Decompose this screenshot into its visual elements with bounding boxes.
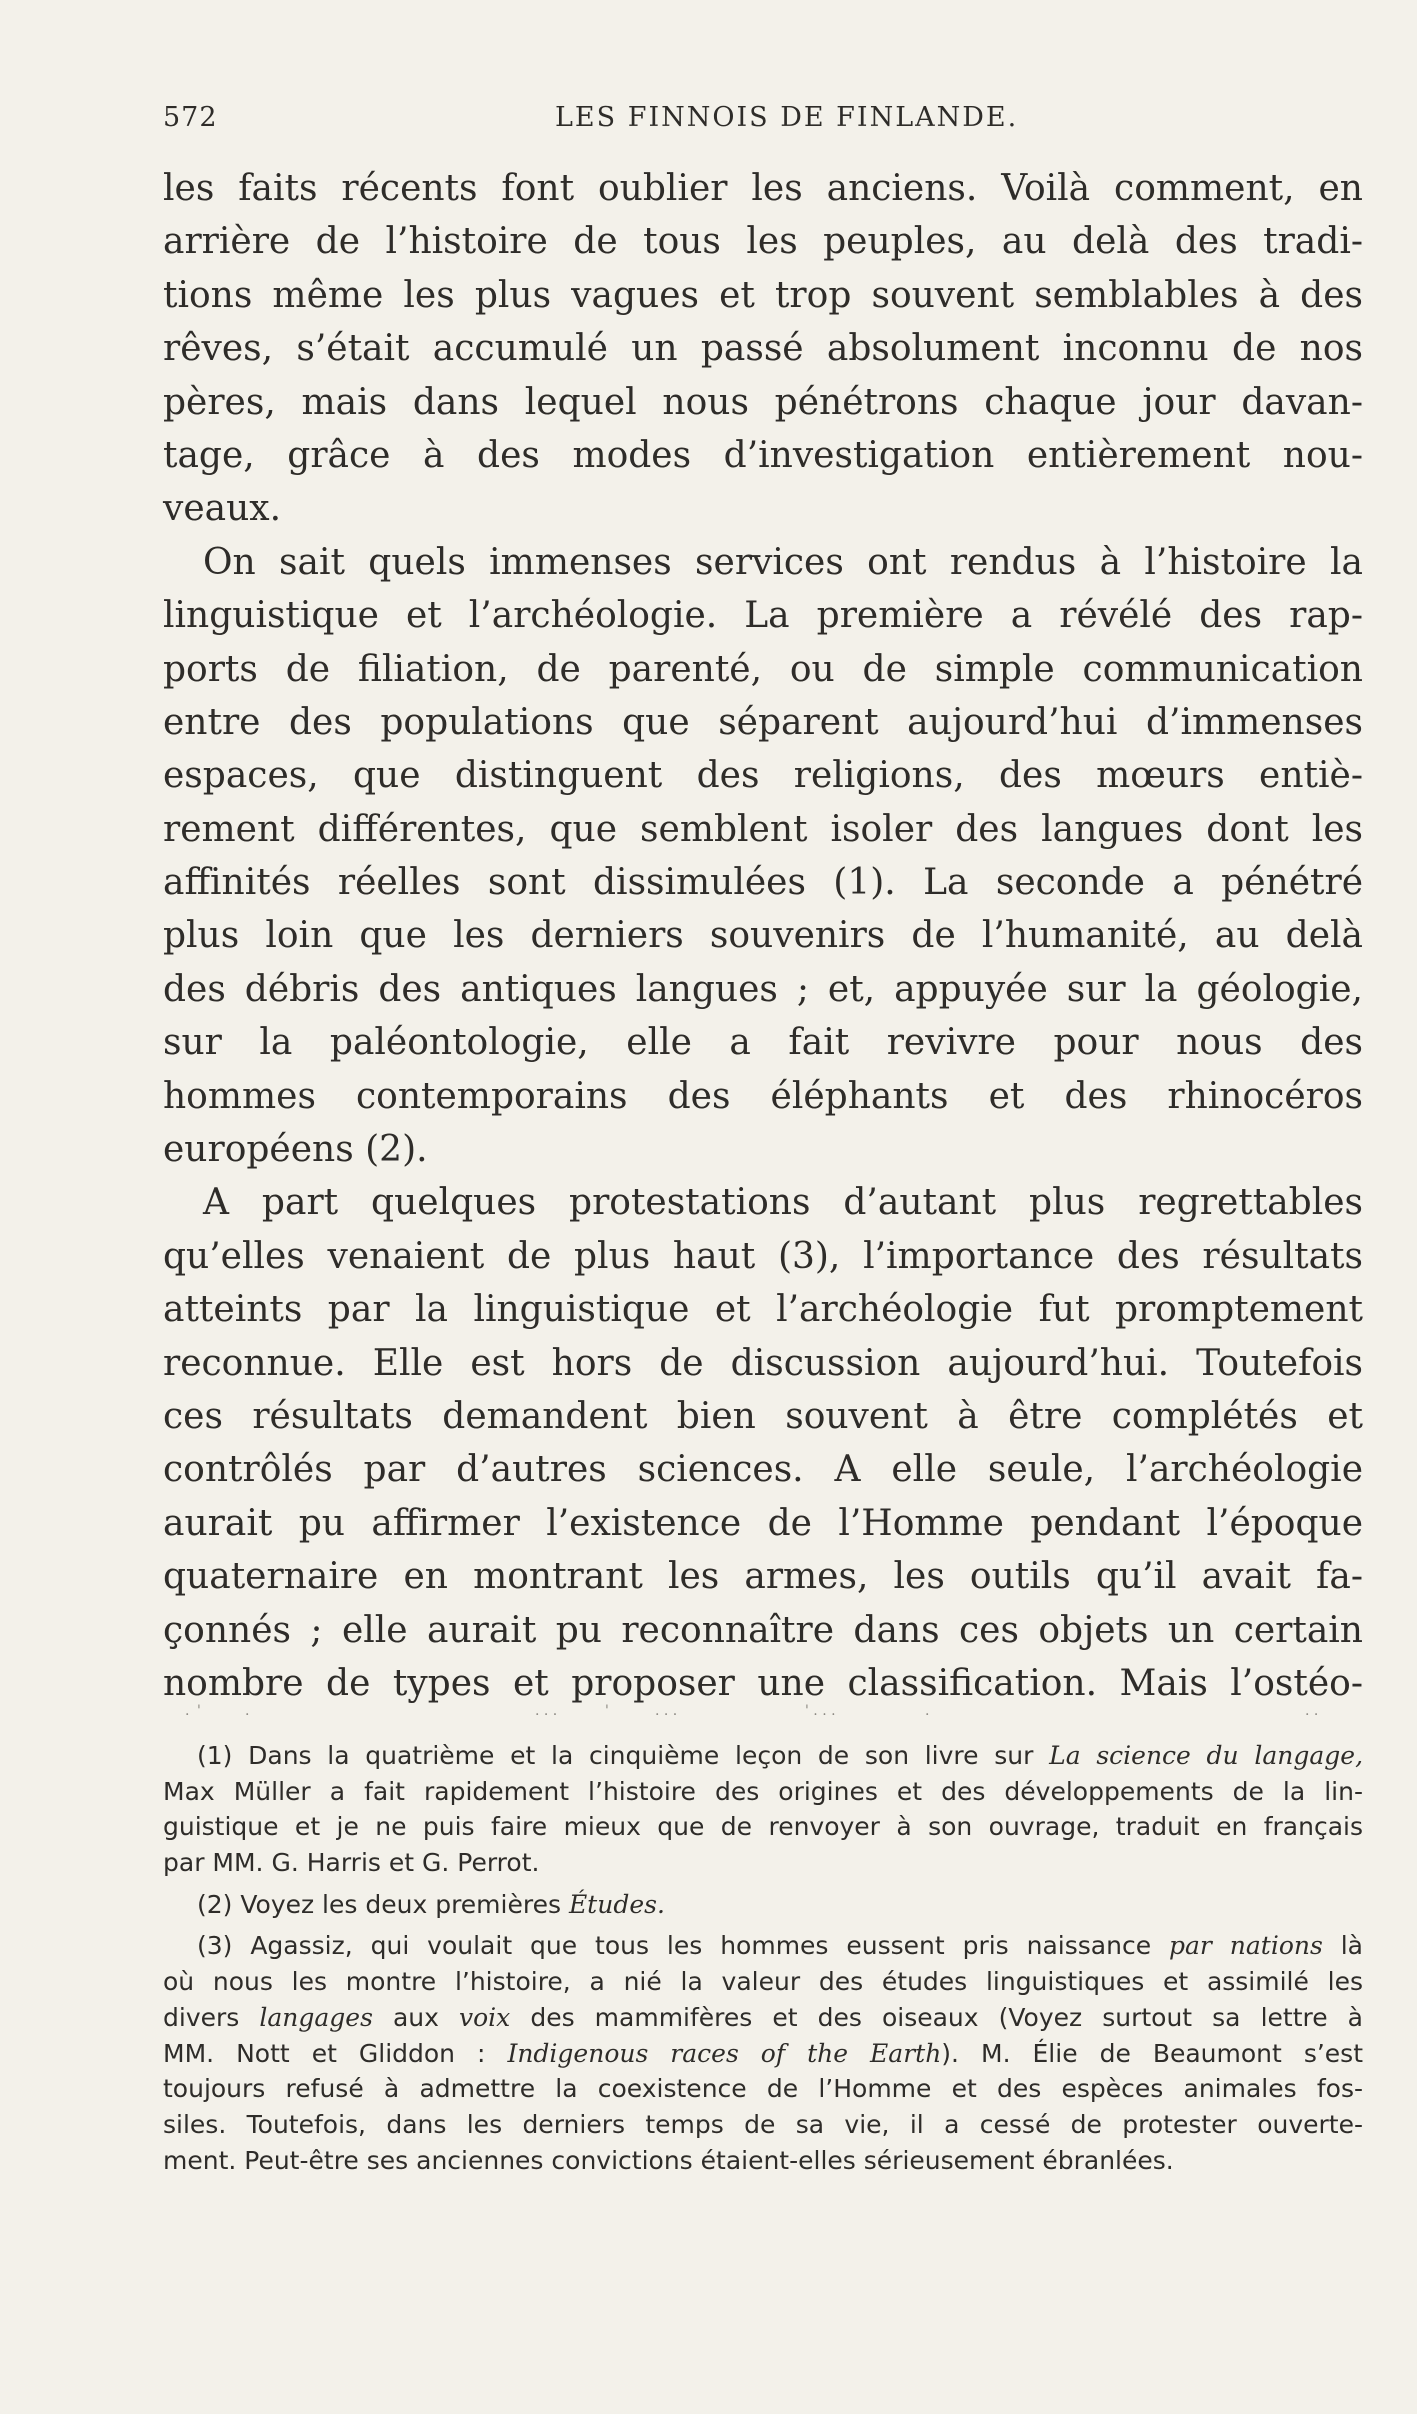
text-line: plus loin que les derniers souvenirs de l’humanité, au delà (163, 915, 1363, 957)
text-line: les faits récents font oublier les anciens. Voilà comment, en (163, 168, 1363, 209)
text-line: çonnés ; elle aurait pu reconnaître dans ces objets un certain (163, 1609, 1363, 1651)
text-line: nombre de types et proposer une classification. Mais l’ostéo- (163, 1662, 1363, 1704)
footnote-line: toujours refusé à admettre la coexistence de l’Homme et des espèces animales fos- (163, 2074, 1363, 2104)
footnote-line: MM. Nott et Gliddon : Indigenous races of the Earth). M. Élie de Beaumont s’est (163, 2038, 1364, 2068)
text-line: tions même les plus vagues et trop souvent semblables à des (163, 274, 1363, 316)
text-line: rêves, s’était accumulé un passé absolument inconnu de nos (163, 328, 1363, 370)
text-line: rement différentes, que semblent isoler des langues dont les (163, 808, 1363, 850)
footnote-1: (1) Dans la quatrième et la cinquième leçon de son livre sur La science du langage, (197, 1741, 1364, 1770)
bleed-through-marks: . ' . . . . ' . . . ' . . . . . . (185, 1703, 1319, 1719)
text-line: veaux. (163, 488, 282, 530)
text-line: qu’elles venaient de plus haut (3), l’importance des résultats (163, 1235, 1363, 1277)
text-line: contrôlés par d’autres sciences. A elle seule, l’archéologie (163, 1449, 1363, 1491)
text-line: européens (2). (163, 1129, 428, 1171)
page-header (163, 102, 1363, 142)
text-line: tage, grâce à des modes d’investigation entièrement nou- (163, 434, 1363, 476)
main-text (163, 162, 1363, 1710)
text-line: arrière de l’histoire de tous les peuples, au delà des tradi- (163, 221, 1363, 263)
running-title: LES FINNOIS DE FINLANDE. (555, 102, 1019, 133)
footnote-line: ment. Peut-être ses anciennes convictions étaient-elles sérieusement ébranlées. (163, 2145, 1174, 2175)
footnotes (163, 1738, 1363, 2178)
text-line: reconnue. Elle est hors de discussion aujourd’hui. Toutefois (163, 1342, 1363, 1384)
footnote-2: (2) Voyez les deux premières Études. (197, 1889, 665, 1919)
footnote-line: divers langages aux voix des mammifères et des oiseaux (Voyez surtout sa lettre à (163, 2002, 1363, 2032)
footnote-line: siles. Toutefois, dans les derniers temps de sa vie, il a cessé de protester ouverte- (163, 2109, 1363, 2139)
text-line: hommes contemporains des éléphants et des rhinocéros (163, 1075, 1363, 1117)
text-line: pères, mais dans lequel nous pénétrons chaque jour davan- (163, 381, 1363, 423)
text-line: ces résultats demandent bien souvent à être complétés et (163, 1395, 1363, 1437)
text-line: On sait quels immenses services ont rendus à l’histoire la (203, 541, 1363, 583)
text-line: entre des populations que séparent aujourd’hui d’immenses (163, 701, 1363, 743)
text-line: des débris des antiques langues ; et, appuyée sur la géologie, (163, 968, 1363, 1010)
footnote-line: guistique et je ne puis faire mieux que de renvoyer à son ouvrage, traduit en français (163, 1812, 1363, 1842)
text-line: A part quelques protestations d’autant plus regrettables (203, 1182, 1363, 1224)
text-line: quaternaire en montrant les armes, les outils qu’il avait fa- (163, 1556, 1363, 1598)
text-line: sur la paléontologie, elle a fait revivre pour nous des (163, 1022, 1363, 1064)
text-line: linguistique et l’archéologie. La première a révélé des rap- (163, 595, 1363, 637)
footnote-3: (3) Agassiz, qui voulait que tous les hommes eussent pris naissance par nations là (197, 1931, 1363, 1961)
text-line: ports de filiation, de parenté, ou de simple communication (163, 648, 1363, 690)
text-line: affinités réelles sont dissimulées (1). La seconde a pénétré (163, 862, 1363, 904)
text-line: atteints par la linguistique et l’archéologie fut promptement (163, 1289, 1363, 1331)
footnote-line: Max Müller a fait rapidement l’histoire des origines et des développements de la lin- (163, 1776, 1363, 1806)
page-number: 572 (163, 102, 218, 133)
text-line: aurait pu affirmer l’existence de l’Homme pendant l’époque (163, 1502, 1363, 1544)
footnote-line: où nous les montre l’histoire, a nié la valeur des études linguistiques et assimilé les (163, 1967, 1363, 1997)
text-line: espaces, que distinguent des religions, des mœurs entiè- (163, 755, 1363, 797)
footnote-line: par MM. G. Harris et G. Perrot. (163, 1848, 540, 1878)
